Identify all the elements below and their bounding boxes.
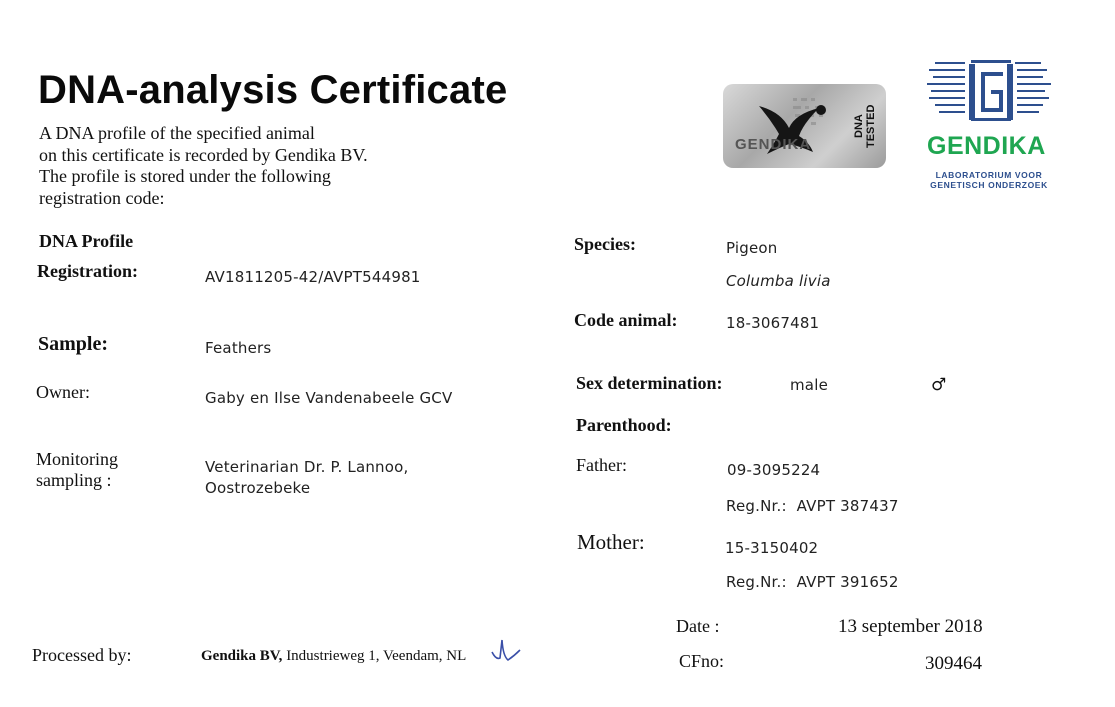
sex-label: Sex determination: — [576, 373, 723, 393]
intro-line: on this certificate is recorded by Gendika BV. — [39, 144, 368, 165]
seal-side-text: DNA TESTED — [853, 104, 877, 148]
intro-line: The profile is stored under the following — [39, 166, 331, 186]
mother-label: Mother: — [577, 530, 645, 554]
seal-brand: GENDIKA — [735, 136, 812, 153]
registration-value: AV1811205-42/AVPT544981 — [205, 268, 421, 286]
processor-info — [201, 648, 466, 665]
processed-by-label: Processed by: — [32, 645, 132, 665]
gendika-logo — [925, 58, 1053, 198]
processor-name: Gendika BV, — [201, 648, 283, 664]
father-reg-label: Reg.Nr.: — [726, 497, 787, 515]
date-value: 13 september 2018 — [838, 616, 983, 637]
logo-wordmark: GENDIKA — [927, 132, 1046, 160]
certificate-title: DNA-analysis Certificate — [38, 68, 508, 112]
sex-value: male — [790, 376, 828, 394]
logo-subtitle-line: LABORATORIUM VOOR — [935, 170, 1043, 180]
dna-tested-seal — [723, 84, 886, 168]
monitoring-label — [36, 449, 118, 491]
intro-line: registration code: — [39, 187, 165, 208]
mother-reg-label: Reg.Nr.: — [726, 573, 787, 591]
cfno-value: 309464 — [925, 653, 982, 674]
date-label: Date : — [676, 616, 720, 636]
sample-label: Sample: — [38, 333, 108, 355]
logo-subtitle-line: GENETISCH ONDERZOEK — [930, 180, 1048, 190]
code-animal-value: 18-3067481 — [726, 314, 820, 332]
sample-value: Feathers — [205, 339, 272, 357]
intro-text — [39, 123, 439, 209]
monitoring-value — [205, 457, 408, 499]
mother-code: 15-3150402 — [725, 539, 819, 557]
father-reg — [726, 497, 899, 515]
owner-label: Owner: — [36, 382, 90, 402]
monitoring-value-line: Oostrozebeke — [205, 479, 311, 497]
monitoring-label-line: Monitoring — [36, 449, 119, 469]
code-animal-label: Code animal: — [574, 310, 678, 330]
species-label: Species: — [574, 234, 636, 254]
intro-line: A DNA profile of the specified animal — [39, 123, 315, 143]
father-label: Father: — [576, 455, 627, 475]
monitoring-value-line: Veterinarian Dr. P. Lannoo, — [205, 458, 409, 476]
species-latin: Columba livia — [726, 272, 831, 290]
registration-label: Registration: — [37, 261, 138, 281]
species-value: Pigeon — [726, 239, 778, 257]
signature-mark-icon — [490, 636, 524, 666]
male-symbol-icon: ♂ — [931, 375, 947, 395]
logo-subtitle — [925, 170, 1053, 190]
owner-value: Gaby en Ilse Vandenabeele GCV — [205, 389, 453, 407]
cfno-label: CFno: — [679, 651, 725, 671]
father-code: 09-3095224 — [727, 461, 821, 479]
monitoring-label-line: sampling : — [36, 470, 112, 490]
parenthood-label: Parenthood: — [576, 415, 672, 435]
dna-barcode-logo-icon — [925, 58, 1053, 132]
father-reg-value: AVPT 387437 — [796, 497, 899, 515]
processor-address: Industrieweg 1, Veendam, NL — [286, 648, 467, 664]
mother-reg — [726, 573, 899, 591]
mother-reg-value: AVPT 391652 — [796, 573, 899, 591]
dna-profile-heading: DNA Profile — [39, 231, 134, 251]
